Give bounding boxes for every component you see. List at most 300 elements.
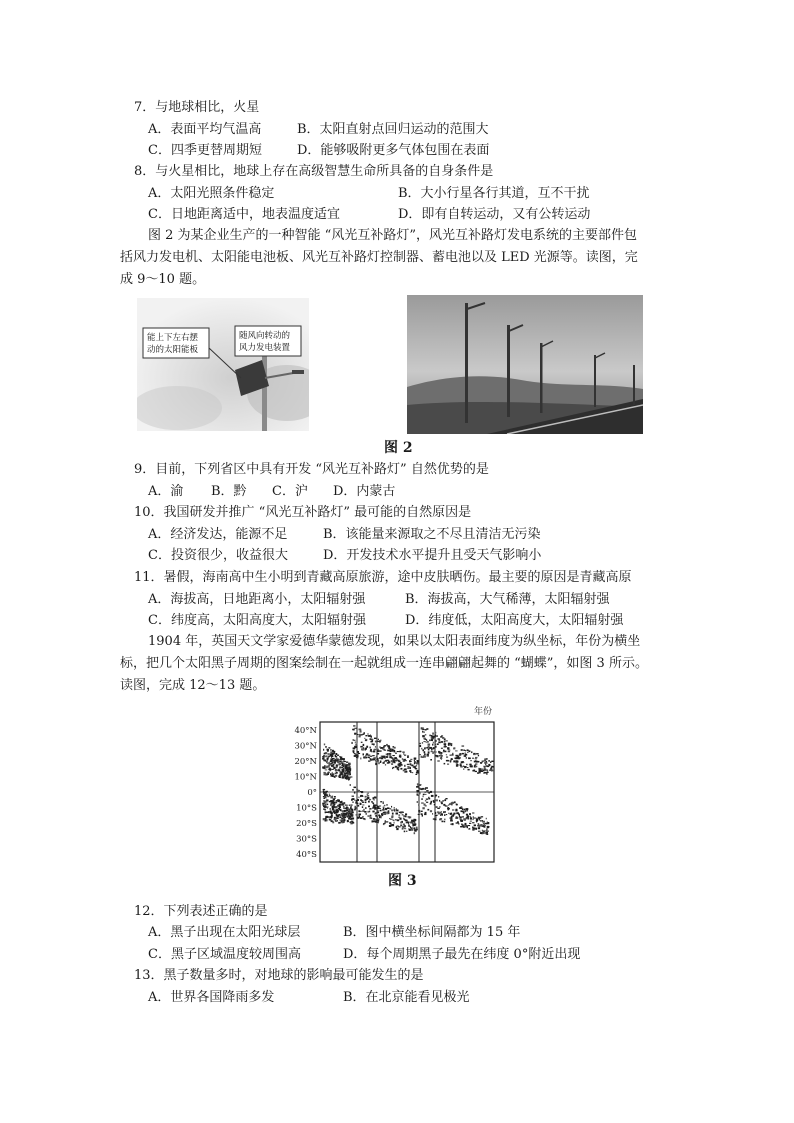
figure-3-sunspot-mark — [404, 828, 406, 829]
figure-3-sunspot-mark — [345, 805, 347, 806]
figure-3-sunspot-mark — [466, 808, 468, 810]
figure-3-sunspot-mark — [465, 823, 467, 825]
figure-3-sunspot-mark — [352, 818, 354, 820]
figure-3-sunspot-mark — [439, 755, 440, 757]
figure-3-sunspot-mark — [454, 801, 456, 803]
figure-3-sunspot-mark — [406, 831, 408, 832]
figure-3-sunspot-mark — [483, 770, 484, 772]
figure-3-sunspot-mark — [463, 762, 464, 763]
figure-3-sunspot-mark — [465, 754, 468, 756]
figure-3-sunspot-mark — [353, 751, 354, 753]
figure-3-sunspot-mark — [338, 769, 339, 771]
figure-3-sunspot-mark — [476, 829, 477, 830]
figure-3-sunspot-mark — [448, 813, 449, 814]
figure-3-sunspot-mark — [331, 812, 333, 814]
figure-3-sunspot-mark — [396, 828, 398, 830]
figure-3-sunspot-mark — [368, 735, 370, 737]
figure-3-sunspot-mark — [330, 803, 332, 804]
figure-3-sunspot-mark — [422, 807, 424, 809]
figure-3-sunspot-mark — [421, 802, 424, 803]
figure-3-sunspot-mark — [382, 809, 385, 810]
figure-3-sunspot-mark — [343, 817, 344, 818]
figure-3-sunspot-mark — [368, 760, 370, 762]
figure-3-sunspot-mark — [461, 820, 463, 822]
figure-3-sunspot-mark — [428, 744, 431, 746]
figure-3-y-tick-label: 0° — [307, 788, 317, 798]
figure-3-sunspot-mark — [436, 799, 438, 801]
figure-3-sunspot-mark — [426, 728, 428, 730]
question-11-option-d: D．纬度低，太阳高度大，太阳辐射强 — [405, 613, 624, 628]
figure-3-sunspot-mark — [412, 822, 414, 823]
figure-3-sunspot-mark — [349, 805, 350, 806]
figure-3-sunspot-mark — [484, 770, 486, 771]
figure-3-sunspot-mark — [451, 817, 453, 819]
question-11-option-b: B．海拔高，大气稀薄，太阳辐射强 — [405, 592, 610, 607]
figure-3-sunspot-mark — [481, 816, 484, 817]
figure-3-sunspot-mark — [370, 747, 371, 749]
figure-3-sunspot-mark — [405, 813, 407, 815]
figure-3-sunspot-mark — [385, 764, 386, 765]
figure-3-sunspot-mark — [465, 808, 466, 809]
question-12-option-b: B．图中横坐标间隔都为 15 年 — [343, 925, 521, 940]
figure-3-sunspot-mark — [343, 822, 345, 823]
figure-3-sunspot-mark — [383, 801, 384, 803]
figure-3-sunspot-mark — [322, 758, 324, 760]
figure-3-sunspot-mark — [476, 764, 477, 765]
figure-3-sunspot-mark — [384, 813, 386, 815]
question-9-stem: 9．目前，下列省区中具有开发 “风光互补路灯” 自然优势的是 — [134, 462, 489, 477]
figure-3-sunspot-mark — [428, 749, 430, 751]
figure-3-sunspot-mark — [441, 813, 443, 815]
figure-3-sunspot-mark — [412, 772, 413, 773]
figure-3-sunspot-mark — [357, 790, 359, 791]
figure-3-sunspot-mark — [336, 809, 339, 811]
figure-3-sunspot-mark — [339, 762, 342, 763]
figure-3-sunspot-mark — [379, 808, 381, 809]
figure-3-sunspot-mark — [436, 735, 438, 736]
figure-3-sunspot-mark — [345, 778, 348, 779]
figure-3-sunspot-mark — [437, 743, 439, 745]
figure-3-sunspot-mark — [389, 818, 390, 819]
figure-3-sunspot-mark — [398, 760, 400, 761]
figure-3-sunspot-mark — [353, 739, 354, 741]
figure-3-sunspot-mark — [435, 812, 437, 814]
figure-3-sunspot-mark — [389, 808, 391, 809]
figure-3-sunspot-mark — [367, 794, 369, 795]
figure-3-sunspot-mark — [360, 758, 361, 760]
figure-3-sunspot-mark — [474, 829, 476, 830]
figure-3-sunspot-mark — [433, 818, 436, 819]
figure-3-sunspot-mark — [422, 731, 423, 733]
figure-3-sunspot-mark — [452, 810, 454, 811]
figure-3-sunspot-mark — [362, 806, 363, 808]
figure-3-sunspot-mark — [373, 797, 375, 799]
figure-3-sunspot-mark — [332, 808, 334, 810]
figure-3-sunspot-mark — [446, 814, 447, 815]
figure-3-sunspot-mark — [334, 804, 335, 805]
figure-3-sunspot-mark — [414, 758, 417, 760]
figure-3-sunspot-mark — [478, 831, 481, 832]
figure-3-sunspot-mark — [392, 768, 393, 770]
figure-3-sunspot-mark — [323, 803, 324, 805]
figure-3-sunspot-mark — [367, 816, 369, 817]
figure-3-sunspot-mark — [328, 747, 330, 748]
figure-3-sunspot-mark — [431, 751, 433, 752]
figure-3-sunspot-mark — [365, 739, 367, 741]
figure-3-sunspot-mark — [419, 743, 421, 744]
figure-3-sunspot-mark — [400, 751, 402, 752]
figure-3-sunspot-mark — [330, 805, 331, 806]
figure-3-sunspot-mark — [433, 736, 435, 737]
figure-3-sunspot-mark — [440, 753, 441, 754]
figure-3-sunspot-mark — [378, 821, 379, 823]
figure-3-sunspot-mark — [430, 747, 433, 749]
figure-3-sunspot-mark — [341, 819, 343, 821]
figure-3-sunspot-mark — [398, 817, 400, 818]
figure-3-sunspot-mark — [422, 742, 423, 744]
figure-3-sunspot-mark — [429, 740, 431, 742]
figure-3-sunspot-mark — [423, 738, 426, 740]
figure-3-sunspot-mark — [446, 754, 447, 755]
question-12-option-a: A．黑子出现在太阳光球层 — [148, 925, 301, 940]
figure-3-sunspot-mark — [377, 805, 378, 807]
figure-2-label-left-1: 能上下左右摆 — [147, 333, 199, 343]
figure-3-sunspot-mark — [380, 761, 381, 763]
figure-3-sunspot-mark — [341, 777, 342, 779]
figure-3-sunspot-mark — [409, 760, 411, 762]
figure-3-sunspot-mark — [439, 806, 441, 808]
figure-3-sunspot-mark — [436, 806, 438, 808]
figure-3-sunspot-mark — [370, 815, 372, 817]
figure-3-sunspot-mark — [484, 772, 486, 774]
figure-3-sunspot-mark — [336, 764, 338, 766]
figure-3-sunspot-mark — [386, 804, 387, 805]
figure-3-sunspot-mark — [326, 794, 328, 796]
figure-3-sunspot-mark — [400, 812, 402, 813]
figure-3-sunspot-mark — [463, 769, 464, 770]
figure-3-sunspot-mark — [370, 738, 372, 740]
figure-3-sunspot-mark — [425, 800, 426, 801]
figure-3-sunspot-mark — [418, 814, 420, 815]
figure-3-sunspot-mark — [377, 816, 378, 818]
figure-3-sunspot-mark — [352, 796, 354, 798]
figure-3-sunspot-mark — [456, 765, 458, 766]
figure-3-sunspot-mark — [365, 796, 367, 798]
figure-3-sunspot-mark — [381, 756, 382, 758]
figure-3-sunspot-mark — [412, 820, 413, 821]
figure-3-sunspot-mark — [374, 799, 375, 800]
figure-3-sunspot-mark — [405, 820, 408, 822]
figure-3-sunspot-mark — [338, 755, 340, 756]
figure-3-sunspot-mark — [427, 791, 428, 793]
figure-3-sunspot-mark — [391, 815, 393, 816]
figure-3-sunspot-mark — [452, 759, 453, 760]
figure-3-sunspot-mark — [369, 758, 371, 759]
figure-3-sunspot-mark — [386, 821, 389, 822]
figure-3-sunspot-mark — [473, 754, 475, 755]
figure-3-sunspot-mark — [394, 757, 397, 759]
figure-3-sunspot-mark — [347, 767, 348, 769]
figure-3-sunspot-mark — [418, 810, 420, 812]
figure-3-sunspot-mark — [450, 743, 452, 744]
figure-3-sunspot-mark — [335, 820, 337, 822]
figure-3-sunspot-mark — [381, 758, 384, 759]
figure-3-sunspot-mark — [457, 821, 459, 823]
question-10-option-c: C．投资很少，收益很大 — [148, 548, 288, 563]
figure-3-sunspot-mark — [380, 740, 381, 741]
figure-3-sunspot-mark — [465, 810, 466, 812]
figure-3-sunspot-mark — [480, 769, 482, 771]
figure-3-sunspot-mark — [336, 758, 337, 760]
figure-3-sunspot-mark — [421, 788, 423, 790]
figure-3-sunspot-mark — [431, 739, 432, 741]
figure-3-sunspot-mark — [393, 760, 395, 762]
figure-3-sunspot-mark — [407, 756, 409, 758]
figure-3-sunspot-mark — [435, 796, 436, 798]
figure-3-sunspot-mark — [411, 829, 414, 831]
figure-3-sunspot-mark — [374, 738, 376, 739]
figure-3-sunspot-mark — [349, 767, 350, 769]
figure-3-sunspot-mark — [360, 791, 361, 792]
figure-3-sunspot-mark — [379, 805, 381, 806]
figure-3-sunspot-mark — [460, 826, 462, 827]
figure-3-sunspot-mark — [462, 753, 464, 754]
figure-3-sunspot-mark — [432, 813, 433, 815]
figure-3-sunspot-mark — [417, 795, 418, 796]
figure-3-sunspot-mark — [370, 749, 372, 751]
figure-3-sunspot-mark — [483, 823, 485, 825]
figure-3-sunspot-mark — [414, 832, 416, 834]
figure-3-sunspot-mark — [375, 741, 377, 743]
figure-3-sunspot-mark — [453, 814, 455, 816]
figure-3-sunspot-mark — [455, 750, 458, 751]
intro-fig3-line-3: 读图，完成 12～13 题。 — [120, 678, 266, 693]
figure-3-sunspot-mark — [388, 812, 389, 814]
figure-3-sunspot-mark — [423, 756, 426, 758]
figure-3-sunspot-mark — [463, 825, 464, 826]
figure-3-sunspot-mark — [395, 766, 398, 768]
figure-3-sunspot-mark — [404, 759, 406, 760]
figure-3-sunspot-mark — [419, 792, 421, 794]
figure-3-sunspot-mark — [408, 766, 410, 768]
figure-3-sunspot-mark — [484, 831, 485, 832]
figure-3-sunspot-mark — [431, 735, 433, 737]
figure-3-sunspot-mark — [361, 800, 363, 801]
figure-3-sunspot-mark — [335, 806, 337, 808]
figure-3-sunspot-mark — [348, 771, 350, 773]
figure-3-sunspot-mark — [390, 750, 392, 752]
figure-3-sunspot-mark — [409, 829, 411, 831]
figure-3-sunspot-mark — [346, 762, 348, 763]
figure-3-sunspot-mark — [364, 811, 366, 813]
figure-3-sunspot-mark — [368, 757, 370, 759]
figure-3-sunspot-mark — [385, 820, 386, 822]
figure-3-sunspot-mark — [441, 755, 443, 756]
figure-3-sunspot-mark — [358, 753, 360, 754]
figure-3-sunspot-mark — [342, 804, 344, 806]
figure-3-sunspot-mark — [407, 822, 409, 823]
figure-3-sunspot-mark — [488, 760, 489, 762]
figure-3-sunspot-mark — [491, 761, 494, 762]
figure-3-sunspot-mark — [455, 760, 457, 761]
question-13-option-b: B．在北京能看见极光 — [343, 990, 470, 1005]
figure-3-sunspot-mark — [451, 745, 453, 747]
figure-3-sunspot-mark — [384, 749, 385, 751]
figure-3-sunspot-mark — [448, 751, 450, 752]
figure-3-sunspot-mark — [393, 746, 395, 748]
figure-3-sunspot-mark — [435, 746, 437, 748]
figure-3-sunspot-mark — [325, 806, 327, 808]
figure-3-sunspot-mark — [450, 813, 452, 815]
figure-3-sunspot-mark — [356, 803, 357, 804]
figure-3-sunspot-mark — [386, 744, 388, 746]
figure-3-sunspot-mark — [449, 803, 452, 804]
figure-3-sunspot-mark — [423, 741, 425, 742]
figure-3-sunspot-mark — [403, 824, 405, 826]
figure-3-sunspot-mark — [475, 771, 478, 772]
figure-3-sunspot-mark — [393, 820, 395, 821]
figure-3-sunspot-mark — [436, 755, 438, 757]
figure-3-sunspot-mark — [392, 813, 394, 815]
figure-3-sunspot-mark — [327, 807, 328, 808]
figure-3-sunspot-mark — [337, 817, 339, 819]
figure-3-sunspot-mark — [430, 759, 432, 761]
figure-3-sunspot-mark — [486, 773, 487, 775]
figure-3-y-tick-label: 30°N — [294, 741, 317, 752]
figure-3-sunspot-mark — [371, 801, 373, 803]
figure-3-sunspot-mark — [411, 764, 412, 766]
figure-3-sunspot-mark — [332, 769, 334, 770]
question-7-stem: 7．与地球相比，火星 — [134, 100, 260, 115]
question-9-option-d: D．内蒙古 — [333, 484, 396, 499]
figure-3-sunspot-mark — [419, 784, 421, 785]
figure-3-sunspot-mark — [486, 763, 488, 764]
figure-3-sunspot-mark — [486, 828, 487, 830]
figure-3-sunspot-mark — [330, 754, 332, 756]
figure-3-sunspot-mark — [362, 816, 363, 818]
figure-3-sunspot-mark — [350, 813, 352, 815]
figure-3-sunspot-mark — [370, 741, 372, 743]
figure-3-sunspot-mark — [339, 804, 340, 806]
figure-3-sunspot-mark — [360, 731, 362, 733]
figure-3-sunspot-mark — [444, 799, 446, 801]
question-9-option-a: A．渝 — [148, 484, 184, 499]
figure-3-sunspot-mark — [357, 734, 358, 735]
figure-3-sunspot-mark — [389, 762, 390, 764]
figure-3-sunspot-mark — [377, 820, 379, 821]
figure-3-sunspot-mark — [324, 794, 326, 796]
figure-3-sunspot-mark — [394, 762, 396, 763]
question-8-option-a: A．太阳光照条件稳定 — [148, 186, 275, 201]
figure-3-sunspot-mark — [336, 801, 337, 802]
figure-3-sunspot-mark — [447, 747, 449, 749]
figure-3-sunspot-mark — [332, 758, 335, 760]
figure-3-sunspot-mark — [344, 764, 346, 766]
figure-3-sunspot-mark — [442, 737, 444, 739]
figure-3-sunspot-mark — [325, 820, 326, 821]
figure-3-sunspot-mark — [421, 811, 423, 812]
figure-3-sunspot-mark — [362, 804, 364, 805]
figure-3-sunspot-mark — [360, 746, 363, 748]
figure-3-sunspot-mark — [468, 828, 470, 829]
figure-3-sunspot-mark — [329, 769, 331, 771]
figure-3-sunspot-mark — [379, 741, 380, 743]
figure-3-sunspot-mark — [330, 749, 331, 751]
figure-3-sunspot-mark — [389, 749, 390, 751]
question-12-stem: 12．下列表述正确的是 — [134, 904, 268, 919]
figure-3-sunspot-mark — [332, 762, 333, 763]
figure-3-sunspot-mark — [400, 825, 402, 827]
figure-3-sunspot-mark — [455, 761, 458, 763]
figure-3-sunspot-mark — [421, 756, 423, 758]
figure-3-sunspot-mark — [355, 806, 356, 808]
question-13-stem: 13．黑子数量多时，对地球的影响最可能发生的是 — [134, 968, 424, 983]
figure-3-sunspot-mark — [335, 753, 336, 754]
figure-3-sunspot-mark — [391, 806, 392, 808]
figure-3-sunspot-mark — [323, 789, 325, 790]
figure-3-sunspot-mark — [436, 817, 437, 818]
figure-3-sunspot-mark — [428, 797, 429, 799]
figure-3-sunspot-mark — [445, 746, 447, 747]
intro-fig2-line-1: 图 2 为某企业生产的一种智能 “风光互补路灯”，风光互补路灯发电系统的主要部件包 — [148, 228, 637, 243]
figure-3-sunspot-mark — [446, 756, 448, 757]
figure-3-sunspot-mark — [376, 822, 378, 823]
figure-3-sunspot-mark — [397, 819, 400, 821]
figure-3-x-axis-label: 年份 — [474, 707, 493, 717]
figure-3-sunspot-mark — [467, 767, 469, 768]
figure-3-sunspot-mark — [470, 764, 472, 766]
figure-3-sunspot-mark — [359, 814, 362, 816]
figure-3-sunspot-mark — [441, 802, 443, 804]
figure-3-sunspot-mark — [446, 760, 448, 762]
figure-3-sunspot-mark — [430, 810, 432, 812]
figure-3-sunspot-mark — [343, 813, 345, 815]
figure-3-sunspot-mark — [416, 786, 419, 788]
figure-3-sunspot-mark — [487, 765, 490, 767]
figure-3-sunspot-mark — [325, 746, 326, 748]
figure-3-sunspot-mark — [404, 819, 406, 820]
figure-3-sunspot-mark — [475, 757, 478, 758]
figure-3-sunspot-mark — [350, 805, 352, 806]
figure-3-sunspot-mark — [487, 822, 488, 823]
figure-3-sunspot-mark — [437, 760, 440, 761]
figure-3-sunspot-mark — [326, 812, 329, 814]
figure-3-sunspot-mark — [465, 753, 466, 754]
figure-3-sunspot-mark — [324, 801, 325, 803]
figure-3-sunspot-mark — [356, 814, 358, 816]
figure-3-sunspot-mark — [368, 754, 370, 756]
figure-3-sunspot-mark — [324, 744, 325, 746]
figure-3-sunspot-mark — [358, 797, 359, 799]
figure-3-sunspot-mark — [444, 814, 445, 816]
figure-3-sunspot-mark — [395, 753, 397, 754]
figure-3-sunspot-mark — [419, 754, 421, 755]
figure-3-sunspot-mark — [335, 773, 336, 774]
figure-3-sunspot-mark — [434, 732, 436, 734]
figure-3-sunspot-mark — [445, 798, 447, 799]
figure-3-sunspot-mark — [383, 808, 384, 809]
figure-3-sunspot-mark — [335, 756, 337, 757]
figure-3-sunspot-mark — [409, 825, 410, 827]
figure-3-sunspot-mark — [410, 772, 411, 774]
figure-3-sunspot-mark — [474, 825, 476, 827]
figure-3-sunspot-mark — [386, 809, 387, 810]
figure-3-sunspot-mark — [351, 742, 353, 744]
figure-3-sunspot-mark — [472, 822, 474, 823]
figure-3-sunspot-mark — [414, 760, 415, 761]
figure-3-sunspot-mark — [323, 791, 324, 793]
figure-3-sunspot-mark — [349, 816, 351, 818]
